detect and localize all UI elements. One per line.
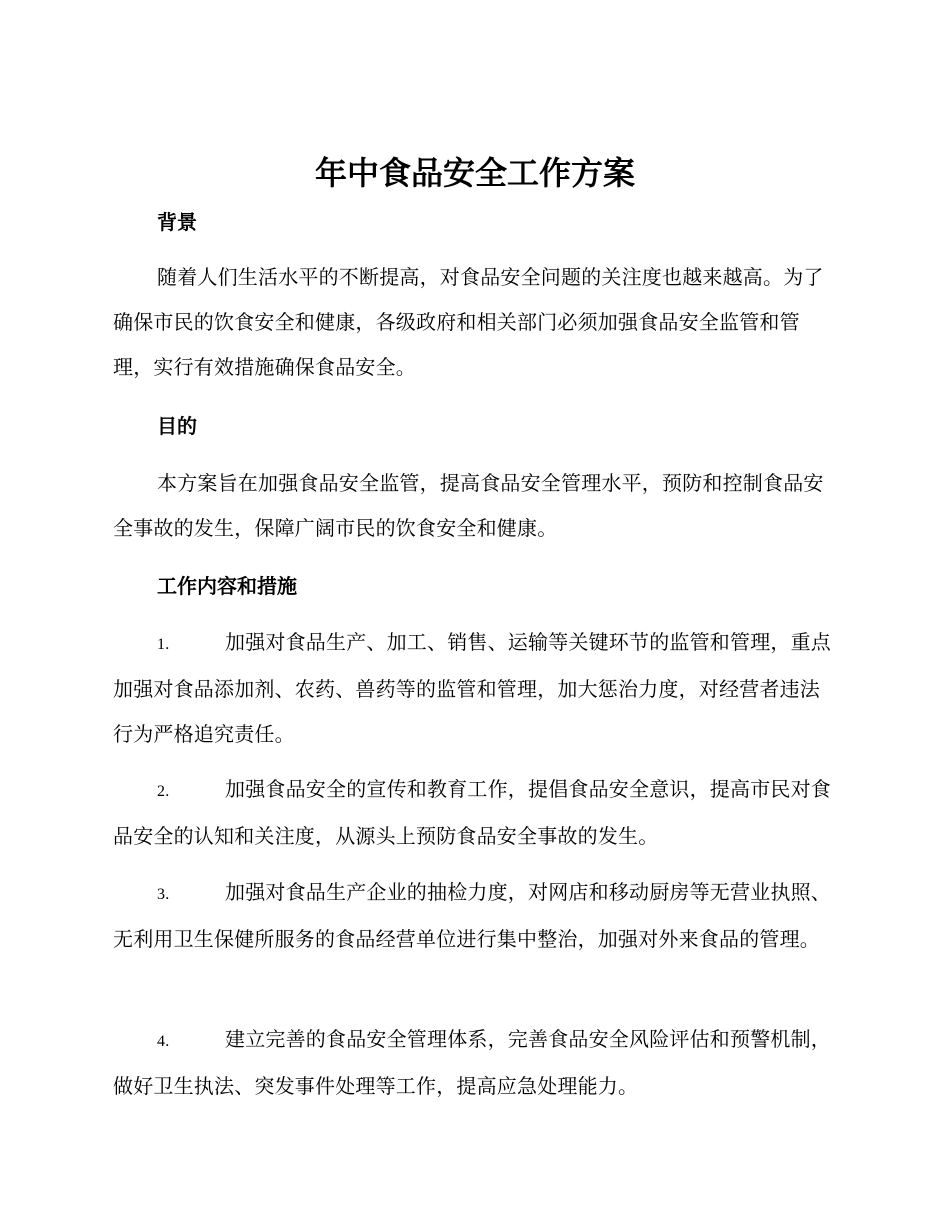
section-heading-measures: 工作内容和措施 [157,574,297,598]
purpose-paragraph: 本方案旨在加强食品安全监管，提高食品安全管理水平，预防和控制食品安全事故的发生，保障广阔市民的饮食安全和健康。 [113,471,824,540]
list-item-number: 3. [157,886,170,903]
section-heading-background: 背景 [157,210,197,234]
document-title: 年中食品安全工作方案 [314,154,635,192]
list-item-number: 4. [157,1033,170,1050]
list-item-text: 加强对食品生产、加工、销售、运输等关键环节的监管和管理，重点加强对食品添加剂、农药、兽药等的监管和管理，加大惩治力度，对经营者违法行为严格追究责任。 [113,630,831,746]
list-item [113,870,835,962]
list-item [113,767,835,859]
list-item [113,620,835,757]
list-item-text: 建立完善的食品安全管理体系，完善食品安全风险评估和预警机制，做好卫生执法、突发事件处理等工作，提高应急处理能力。 [113,1027,831,1098]
list-item-text: 加强对食品生产企业的抽检力度，对网店和移动厨房等无营业执照、无利用卫生保健所服务的食品经营单位进行集中整治，加强对外来食品的管理。 [113,880,831,951]
list-item-text: 加强食品安全的宣传和教育工作，提倡食品安全意识，提高市民对食品安全的认知和关注度，从源头上预防食品安全事故的发生。 [113,777,831,848]
list-item [113,1017,835,1109]
list-item-number: 1. [157,636,170,653]
section-heading-purpose: 目的 [157,414,197,438]
background-paragraph: 随着人们生活水平的不断提高，对食品安全问题的关注度也越来越高。为了确保市民的饮食安全和健康，各级政府和相关部门必须加强食品安全监管和管理，实行有效措施确保食品安全。 [113,265,824,379]
list-item-number: 2. [157,783,170,800]
